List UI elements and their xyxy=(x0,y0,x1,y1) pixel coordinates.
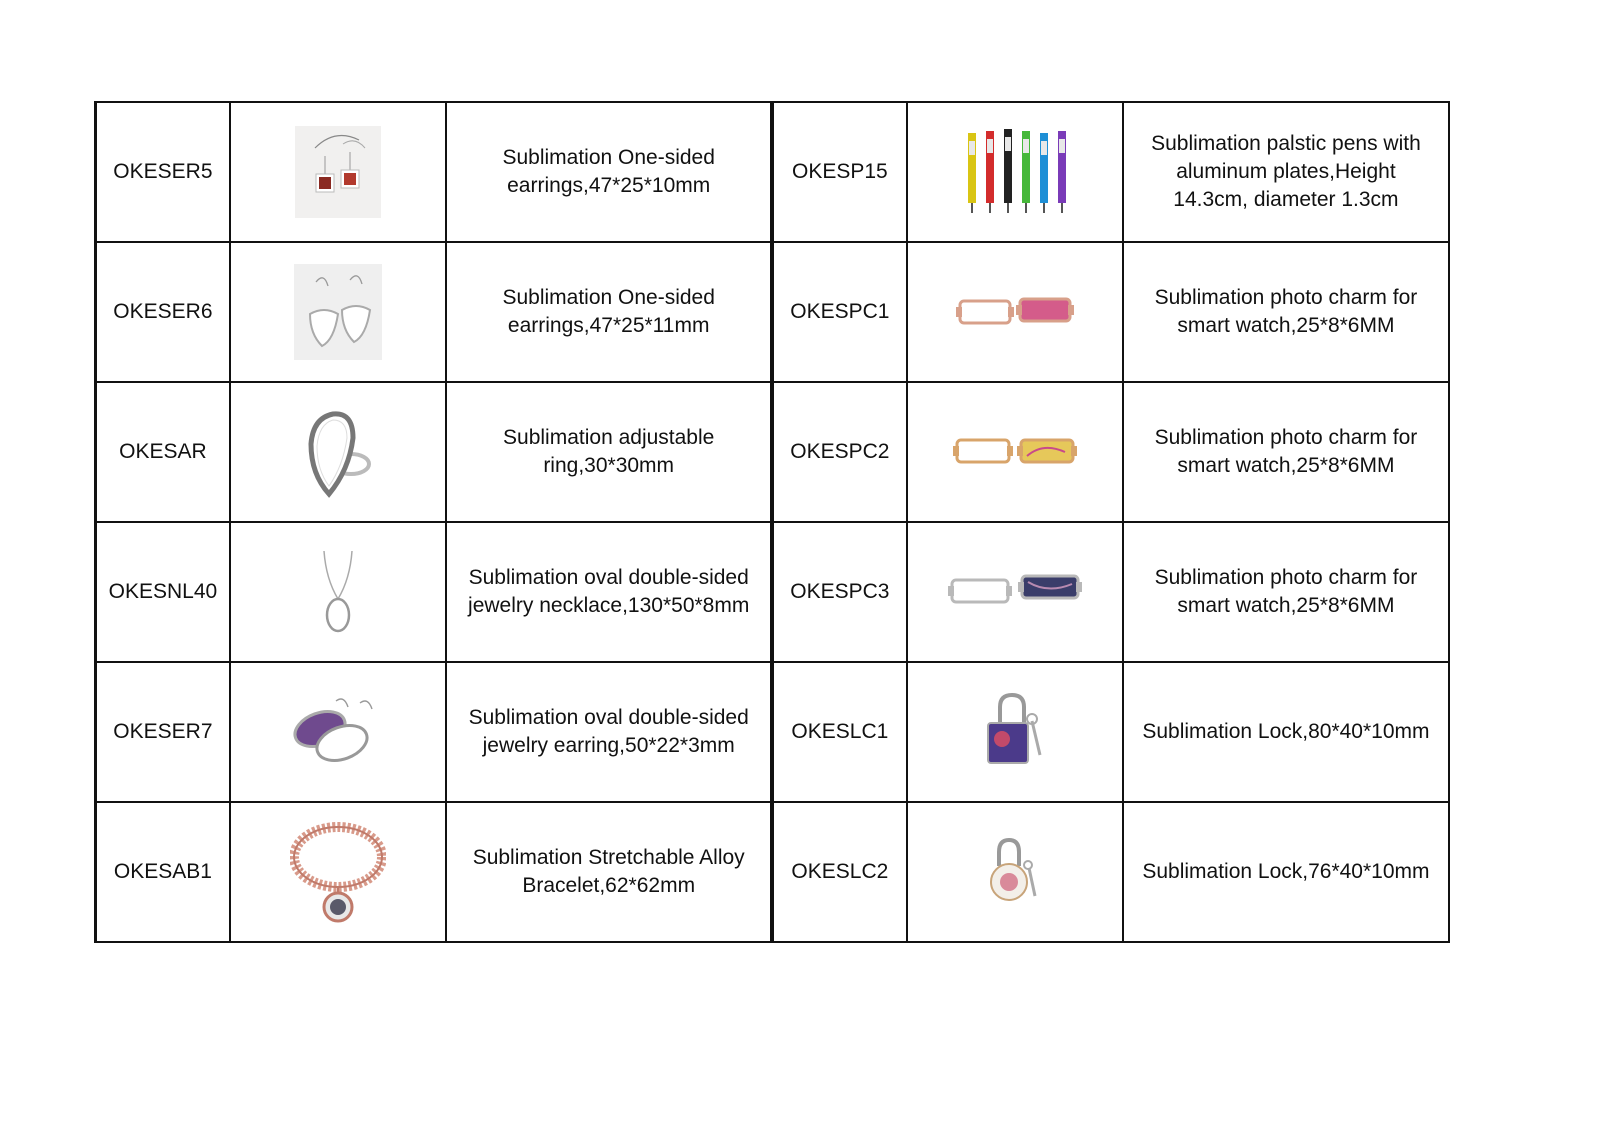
heart-ring-icon xyxy=(303,404,373,500)
product-description: Sublimation oval double-sided jewelry earring,50*22*3mm xyxy=(446,662,772,802)
product-description: Sublimation photo charm for smart watch,25*8*6MM xyxy=(1123,522,1449,662)
product-description: Sublimation One-sided earrings,47*25*11mm xyxy=(446,242,772,382)
round-lock-icon xyxy=(985,834,1045,910)
product-code: OKESPC1 xyxy=(772,242,906,382)
table-row xyxy=(96,102,1450,242)
square-lock-icon xyxy=(980,691,1050,773)
product-code: OKESPC2 xyxy=(772,382,906,522)
product-description: Sublimation Stretchable Alloy Bracelet,62*62mm xyxy=(446,802,772,942)
product-image xyxy=(907,802,1123,942)
table-row xyxy=(96,662,1450,802)
table-row xyxy=(96,802,1450,942)
teardrop-earrings-icon xyxy=(294,264,382,360)
product-image xyxy=(230,242,446,382)
product-description: Sublimation palstic pens with aluminum plates,Height 14.3cm, diameter 1.3cm xyxy=(1123,102,1449,242)
table-row xyxy=(96,242,1450,382)
product-image xyxy=(230,802,446,942)
watch-charm-rose-icon xyxy=(956,287,1074,337)
product-code: OKESPC3 xyxy=(772,522,906,662)
product-image xyxy=(907,102,1123,242)
bracelet-icon xyxy=(290,819,386,925)
product-code: OKESER7 xyxy=(96,662,230,802)
product-image xyxy=(230,662,446,802)
product-table xyxy=(94,101,1450,943)
product-code: OKESER6 xyxy=(96,242,230,382)
oval-earrings-icon xyxy=(290,695,386,769)
product-description: Sublimation oval double-sided jewelry necklace,130*50*8mm xyxy=(446,522,772,662)
table-row xyxy=(96,382,1450,522)
watch-charm-gold-icon xyxy=(953,432,1077,472)
product-code: OKESAB1 xyxy=(96,802,230,942)
product-code: OKESLC2 xyxy=(772,802,906,942)
watch-charm-silver-icon xyxy=(948,570,1082,614)
table-row xyxy=(96,522,1450,662)
product-image xyxy=(230,382,446,522)
product-description: Sublimation photo charm for smart watch,25*8*6MM xyxy=(1123,382,1449,522)
product-code: OKESNL40 xyxy=(96,522,230,662)
product-image xyxy=(907,522,1123,662)
product-description: Sublimation photo charm for smart watch,25*8*6MM xyxy=(1123,242,1449,382)
product-code: OKESLC1 xyxy=(772,662,906,802)
product-code: OKESER5 xyxy=(96,102,230,242)
product-image xyxy=(907,662,1123,802)
product-image xyxy=(230,102,446,242)
product-code: OKESP15 xyxy=(772,102,906,242)
product-description: Sublimation One-sided earrings,47*25*10mm xyxy=(446,102,772,242)
product-description: Sublimation adjustable ring,30*30mm xyxy=(446,382,772,522)
product-image xyxy=(907,242,1123,382)
product-description: Sublimation Lock,80*40*10mm xyxy=(1123,662,1449,802)
square-earrings-icon xyxy=(295,126,381,218)
oval-necklace-icon xyxy=(318,549,358,635)
product-image xyxy=(907,382,1123,522)
product-description: Sublimation Lock,76*40*10mm xyxy=(1123,802,1449,942)
product-image xyxy=(230,522,446,662)
pens-icon xyxy=(960,127,1070,217)
product-code: OKESAR xyxy=(96,382,230,522)
